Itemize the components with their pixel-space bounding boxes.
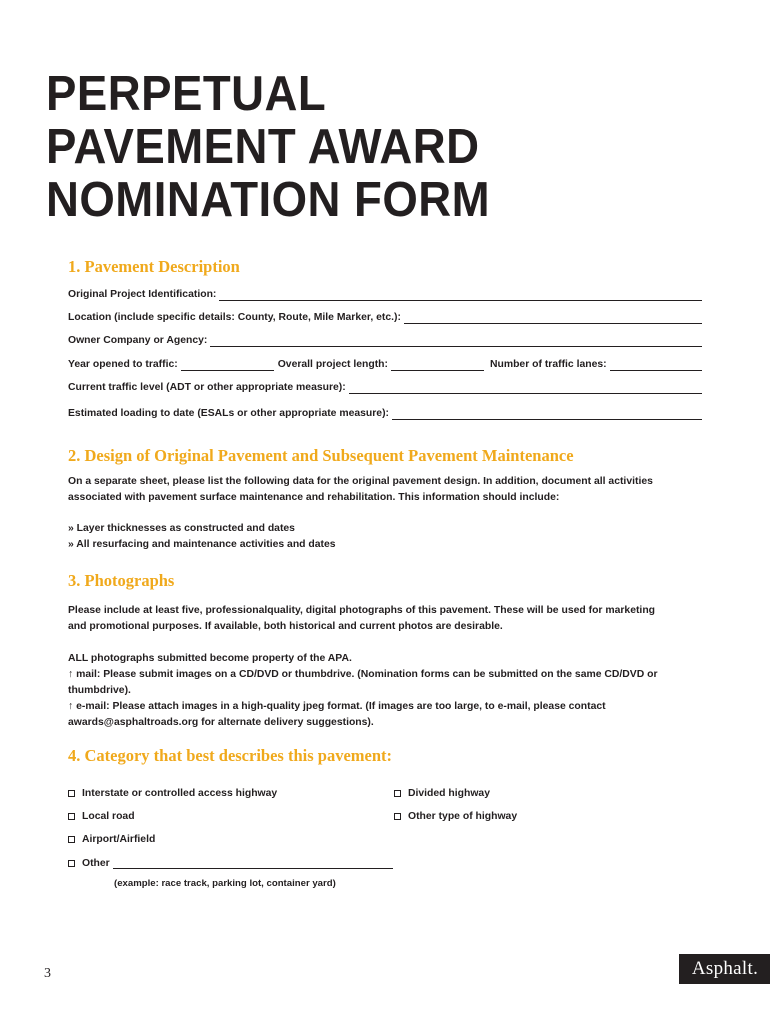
estimated-loading-input-line[interactable] [392,408,702,420]
option-other[interactable] [68,857,393,869]
traffic-details-row [68,355,702,371]
asphalt-logo: Asphalt. [679,954,770,984]
option-airport-label: Airport/Airfield [82,834,156,845]
other-input-line[interactable] [113,857,393,869]
estimated-loading-field[interactable] [68,404,702,420]
year-opened-input-line[interactable] [181,359,274,371]
option-other-highway[interactable] [394,811,517,822]
option-other-label: Other [82,857,110,869]
section-4-heading: 4. Category that best describes this pavement: [68,746,392,765]
checkbox-icon[interactable] [68,813,75,820]
option-local-road[interactable] [68,811,135,822]
title-line-3: NOMINATION FORM [46,173,491,227]
photos-intro [68,603,708,635]
checkbox-icon[interactable] [394,790,401,797]
project-id-label: Original Project Identification: [68,289,217,300]
email-instruction-line-2: awards@asphaltroads.org for alternate delivery suggestions). [68,717,374,728]
option-other-highway-label: Other type of highway [408,811,518,822]
option-local-road-label: Local road [82,811,135,822]
option-divided-highway[interactable] [394,788,490,799]
traffic-level-label: Current traffic level (ADT or other appropriate measure): [68,382,346,393]
section-2-bullets [68,521,708,553]
project-id-input-line[interactable] [219,289,702,301]
checkbox-icon[interactable] [68,836,75,843]
bullet-resurfacing: » All resurfacing and maintenance activities and dates [68,539,336,550]
option-airport[interactable] [68,834,155,845]
section-2-intro-line-2: associated with pavement surface maintenance and rehabilitation. This information should include: [68,492,560,503]
option-interstate[interactable] [68,788,277,799]
mail-instruction-line-1 [68,667,708,683]
traffic-level-field[interactable] [68,378,702,394]
estimated-loading-label: Estimated loading to date (ESALs or other appropriate measure): [68,408,390,419]
photos-property-note: ALL photographs submitted become property of the APA. [68,653,352,664]
section-2-heading: 2. Design of Original Pavement and Subsequent Pavement Maintenance [68,446,574,465]
section-2-intro-line-1: On a separate sheet, please list the following data for the original pavement design. In addition, document all activities [68,476,653,487]
location-field[interactable] [68,308,702,324]
section-2-intro [68,474,708,506]
checkbox-icon[interactable] [68,860,75,867]
project-length-label: Overall project length: [277,359,388,370]
project-length-input-line[interactable] [391,359,484,371]
location-input-line[interactable] [404,312,702,324]
location-label: Location (include specific details: County, Route, Mile Marker, etc.): [68,312,401,323]
year-opened-label: Year opened to traffic: [68,359,178,370]
title-line-2: PAVEMENT AWARD [46,120,480,174]
email-instruction-line-1 [68,699,708,715]
page-number: 3 [44,966,51,981]
project-id-field[interactable] [68,285,702,301]
title-line-1: PERPETUAL [46,67,327,121]
arrow-up-icon: ↑ [68,701,74,712]
mail-instruction-text: mail: Please submit images on a CD/DVD or thumbdrive. (Nomination forms can be submitted on the same CD/DVD or [76,669,658,680]
section-3-heading: 3. Photographs [68,571,175,590]
owner-input-line[interactable] [210,335,702,347]
photos-intro-line-2: and promotional purposes. If available, both historical and current photos are desirable. [68,621,503,632]
traffic-lanes-input-line[interactable] [610,359,702,371]
bullet-layer-thickness: » Layer thicknesses as constructed and dates [68,523,295,534]
photos-submission-info [68,651,708,731]
other-example-note: (example: race track, parking lot, container yard) [114,878,336,889]
option-divided-highway-label: Divided highway [408,788,490,799]
traffic-lanes-label: Number of traffic lanes: [489,359,607,370]
email-instruction-text: e-mail: Please attach images in a high-quality jpeg format. (If images are too large, to e-mail, please contact [76,701,606,712]
photos-intro-line-1: Please include at least five, professionalquality, digital photographs of this pavement. These will be used for marketing [68,605,656,616]
option-interstate-label: Interstate or controlled access highway [82,788,278,799]
owner-field[interactable] [68,331,702,347]
checkbox-icon[interactable] [394,813,401,820]
section-1-heading: 1. Pavement Description [68,257,240,276]
traffic-level-input-line[interactable] [349,382,702,394]
arrow-up-icon: ↑ [68,669,74,680]
checkbox-icon[interactable] [68,790,75,797]
mail-instruction-line-2: thumbdrive). [68,685,131,696]
owner-label: Owner Company or Agency: [68,335,208,346]
page-title [46,68,490,227]
